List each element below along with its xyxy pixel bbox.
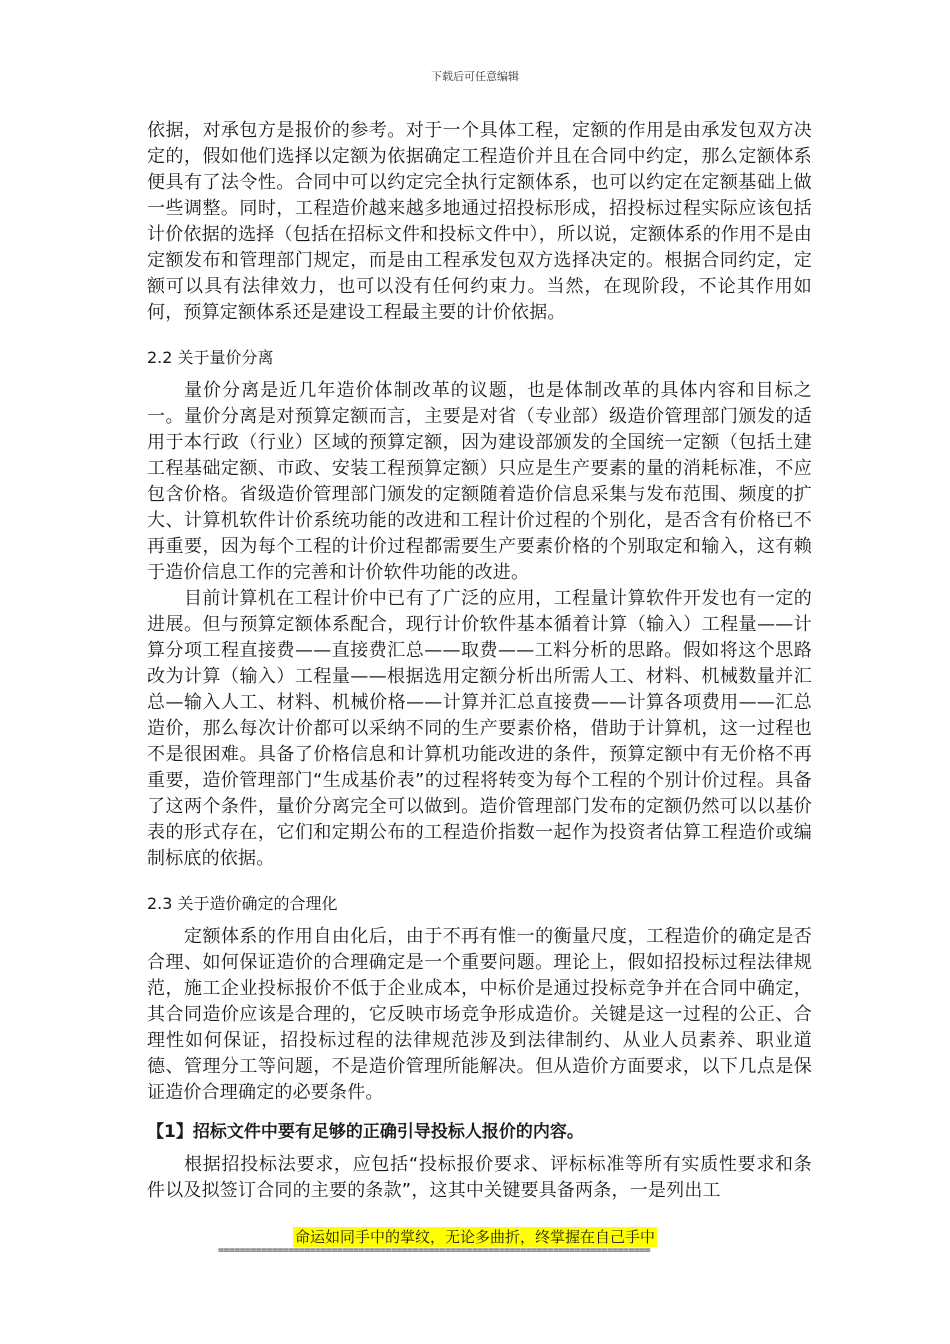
section-2-3-paragraph-1: 定额体系的作用自由化后，由于不再有惟一的衡量尺度，工程造价的确定是否合理、如何保证造价的合理确定是一个重要问题。理论上，假如招投标过程法律规范，施工企业投标报价不低于企业成本，中标价是通过投标竞争并在合同中确定，其合同造价应该是合理的，它反映市场竞争形成造价。关键是这一过程的公正、合理性如何保证，招投标过程的法律规范涉及到法律制约、从业人员素养、职业道德、管理分工等问题，不是造价管理所能解决。但从造价方面要求，以下几点是保证造价合理确定的必要条件。 [147,926,812,1103]
footer-divider: ================================================================================ [218,1245,651,1256]
section-2-2-paragraph-2: 目前计算机在工程计价中已有了广泛的应用，工程量计算软件开发也有一定的进展。但与预算定额体系配合，现行计价软件基本循着计算（输入）工程量——计算分项工程直接费——直接费汇总——取费——工料分析的思路。假如将这个思路改为计算（输入）工程量——根据选用定额分析出所需人工、材料、机械数量并汇总—输入人工、材料、机械价格——计算并汇总直接费——计算各项费用——汇总造价，那么每次计价都可以采纳不同的生产要素价格，借助于计算机，这一过程也不是很困难。具备了价格信息和计算机功能改进的条件，预算定额中有无价格不再重要，造价管理部门“生成基价表”的过程将转变为每个工程的个别计价过程。具备了这两个条件，量价分离完全可以做到。造价管理部门发布的定额仍然可以以基价表的形式存在，它们和定期公布的工程造价指数一起作为投资者估算工程造价或编制标底的依据。 [147,588,812,869]
document-body [147,118,812,1204]
section-2-2-paragraph-1: 量价分离是近几年造价体制改革的议题，也是体制改革的具体内容和目标之一。量价分离是对预算定额而言，主要是对省（专业部）级造价管理部门颁发的适用于本行政（行业）区域的预算定额，因为建设部颁发的全国统一定额（包括土建工程基础定额、市政、安装工程预算定额）只应是生产要素的量的消耗标准，不应包含价格。省级造价管理部门颁发的定额随着造价信息采集与发布范围、频度的扩大、计算机软件计价系统功能的改进和工程计价过程的个别化，是否含有价格已不再重要，因为每个工程的计价过程都需要生产要素价格的个别取定和输入，这有赖于造价信息工作的完善和计价软件功能的改进。 [147,380,812,583]
section-heading-2-2: 2.2 关于量价分离 [147,348,274,367]
header-note: 下载后可任意编辑 [431,70,519,83]
intro-paragraph: 依据，对承包方是报价的参考。对于一个具体工程，定额的作用是由承发包双方决定的，假如他们选择以定额为依据确定工程造价并且在合同中约定，那么定额体系便具有了法令性。合同中可以约定完全执行定额体系，也可以约定在定额基础上做一些调整。同时，工程造价越来越多地通过招投标形成，招投标过程实际应该包括计价依据的选择（包括在招标文件和投标文件中），所以说，定额体系的作用不是由定额发布和管理部门规定，而是由工程承发包双方选择决定的。根据合同约定，定额可以具有法律效力，也可以没有任何约束力。当然，在现阶段，不论其作用如何，预算定额体系还是建设工程最主要的计价依据。 [147,120,812,323]
footer-quote-text: 命运如同手中的掌纹，无论多曲折，终掌握在自己手中 [294,1228,655,1246]
item-1-heading: 【1】招标文件中要有足够的正确引导投标人报价的内容。 [147,1122,584,1142]
section-heading-2-3: 2.3 关于造价确定的合理化 [147,894,338,913]
item-1-paragraph: 根据招投标法要求，应包括“投标报价要求、评标标准等所有实质性要求和条件以及拟签订合同的主要的条款”，这其中关键要具备两条，一是列出工 [147,1154,812,1201]
footer-quote [0,1227,950,1247]
